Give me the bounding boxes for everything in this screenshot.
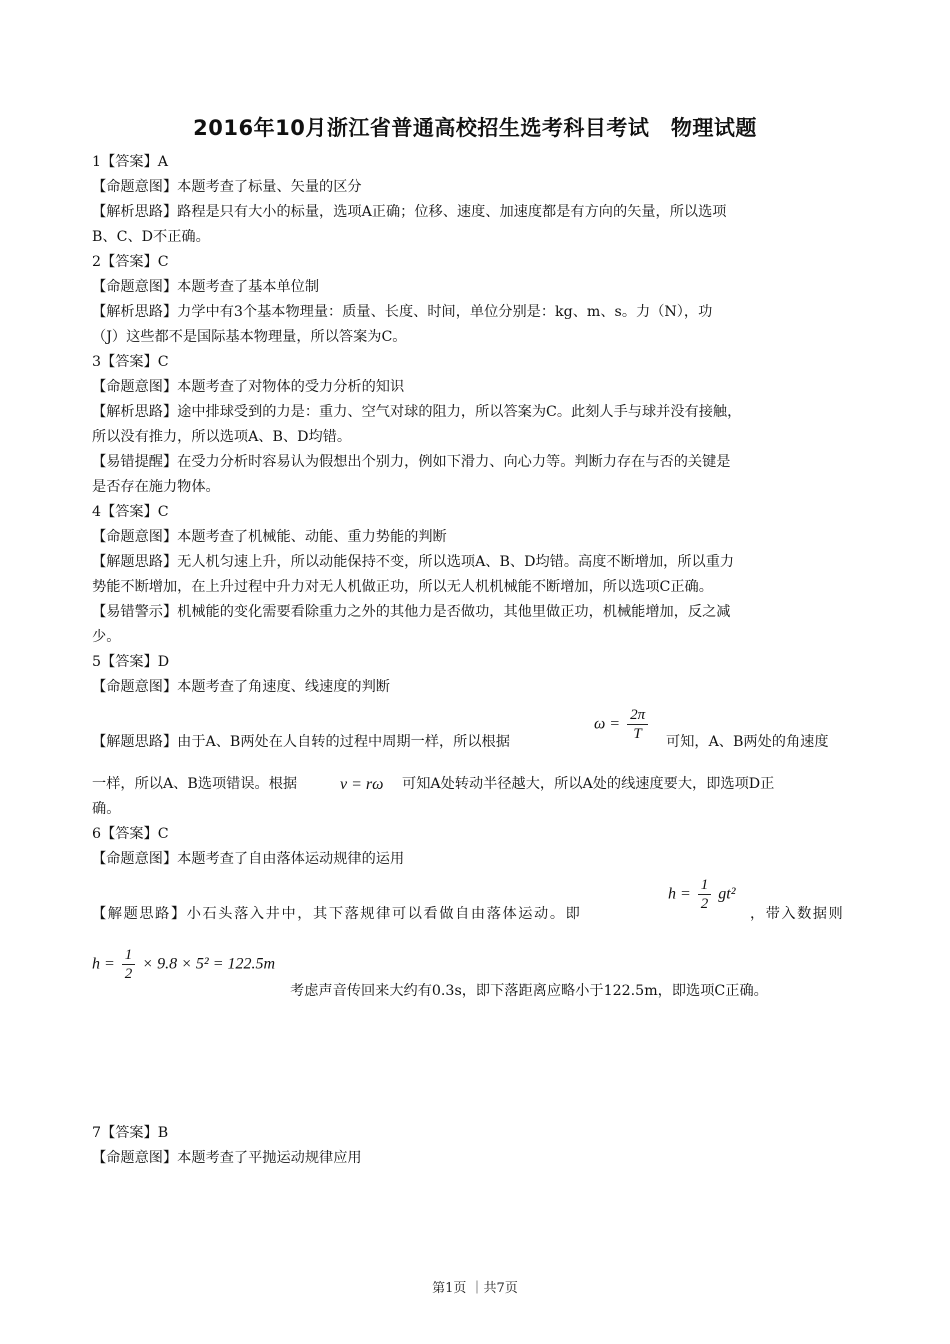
q2-analysis-line1: 【解析思路】力学中有3个基本物理量：质量、长度、时间，单位分别是：kg、m、s。力（N），功 bbox=[92, 304, 713, 320]
formula-h-denominator: 2 bbox=[700, 896, 709, 912]
q5-answer: 5【答案】D bbox=[92, 654, 170, 670]
q4-tip-line2: 少。 bbox=[92, 629, 121, 645]
q1-answer: 1【答案】A bbox=[92, 154, 169, 170]
q7-answer: 7【答案】B bbox=[92, 1125, 169, 1141]
q6-analysis-line1b: ，带入数据则 bbox=[750, 906, 845, 922]
q3-analysis-line1: 【解析思路】途中排球受到的力是：重力、空气对球的阻力，所以答案为C。此刻人手与球并没有接触， bbox=[92, 404, 742, 420]
q7-intent: 【命题意图】本题考查了平抛运动规律应用 bbox=[92, 1150, 362, 1166]
q6-answer: 6【答案】C bbox=[92, 826, 169, 842]
formula-calc-lhs: h = bbox=[92, 955, 115, 973]
q2-intent: 【命题意图】本题考查了基本单位制 bbox=[92, 279, 320, 295]
formula-omega-fraction bbox=[627, 706, 648, 743]
formula-calc-rhs: × 9.8 × 5² = 122.5m bbox=[142, 955, 276, 973]
q2-analysis-line2: （J）这些都不是国际基本物理量，所以答案为C。 bbox=[92, 329, 407, 345]
q6-analysis-line1a: 【解题思路】小石头落入井中，其下落规律可以看做自由落体运动。即 bbox=[92, 906, 582, 922]
formula-calc-denominator: 2 bbox=[124, 966, 133, 982]
q3-tip-line1: 【易错提醒】在受力分析时容易认为假想出个别力，例如下滑力、向心力等。判断力存在与否的关键是 bbox=[92, 454, 731, 470]
formula-h bbox=[668, 876, 736, 913]
q2-answer: 2【答案】C bbox=[92, 254, 169, 270]
page-footer: 第1页 ｜共7页 bbox=[432, 1281, 518, 1296]
q5-analysis-line2b: 可知A处转动半径越大，所以A处的线速度要大，即选项D正 bbox=[402, 776, 775, 792]
q4-analysis-line2: 势能不断增加，在上升过程中升力对无人机做正功，所以无人机机械能不断增加，所以选项C正确。 bbox=[92, 579, 713, 595]
q5-intent: 【命题意图】本题考查了角速度、线速度的判断 bbox=[92, 679, 390, 695]
formula-calc-numerator: 1 bbox=[122, 946, 136, 965]
q4-intent: 【命题意图】本题考查了机械能、动能、重力势能的判断 bbox=[92, 529, 447, 545]
q6-intent: 【命题意图】本题考查了自由落体运动规律的运用 bbox=[92, 851, 405, 867]
formula-calc bbox=[92, 946, 275, 983]
formula-h-numerator: 1 bbox=[698, 876, 712, 895]
formula-h-rhs: gt² bbox=[718, 885, 736, 903]
q6-analysis-line2: 考虑声音传回来大约有0.3s，即下落距离应略小于122.5m，即选项C正确。 bbox=[290, 983, 768, 999]
q3-tip-line2: 是否存在施力物体。 bbox=[92, 479, 220, 495]
formula-v: v = rω bbox=[340, 776, 384, 793]
formula-calc-fraction bbox=[122, 946, 136, 983]
page-title: 2016年10月浙江省普通高校招生选考科目考试 物理试题 bbox=[193, 116, 757, 140]
q3-intent: 【命题意图】本题考查了对物体的受力分析的知识 bbox=[92, 379, 405, 395]
formula-omega-denominator: T bbox=[633, 726, 642, 742]
q4-tip-line1: 【易错警示】机械能的变化需要看除重力之外的其他力是否做功，其他里做正功，机械能增加，反之减 bbox=[92, 604, 731, 620]
q3-answer: 3【答案】C bbox=[92, 354, 169, 370]
q5-analysis-line2a: 一样，所以A、B选项错误。根据 bbox=[92, 776, 298, 792]
q5-analysis-line1a: 【解题思路】由于A、B两处在人自转的过程中周期一样，所以根据 bbox=[92, 734, 510, 750]
formula-h-lhs: h = bbox=[668, 885, 691, 903]
formula-omega-lhs: ω = bbox=[594, 715, 621, 733]
formula-h-fraction bbox=[698, 876, 712, 913]
q5-analysis-line3: 确。 bbox=[92, 801, 121, 817]
q5-analysis-line1b: 可知，A、B两处的角速度 bbox=[666, 734, 829, 750]
q1-analysis-line1: 【解析思路】路程是只有大小的标量，选项A正确；位移、速度、加速度都是有方向的矢量，所以选项 bbox=[92, 204, 727, 220]
formula-omega-numerator: 2π bbox=[627, 706, 648, 725]
q1-intent: 【命题意图】本题考查了标量、矢量的区分 bbox=[92, 179, 362, 195]
q1-analysis-line2: B、C、D不正确。 bbox=[92, 229, 210, 245]
q4-analysis-line1: 【解题思路】无人机匀速上升，所以动能保持不变，所以选项A、B、D均错。高度不断增加，所以重力 bbox=[92, 554, 735, 570]
q4-answer: 4【答案】C bbox=[92, 504, 169, 520]
formula-omega bbox=[594, 706, 651, 743]
q3-analysis-line2: 所以没有推力，所以选项A、B、D均错。 bbox=[92, 429, 352, 445]
